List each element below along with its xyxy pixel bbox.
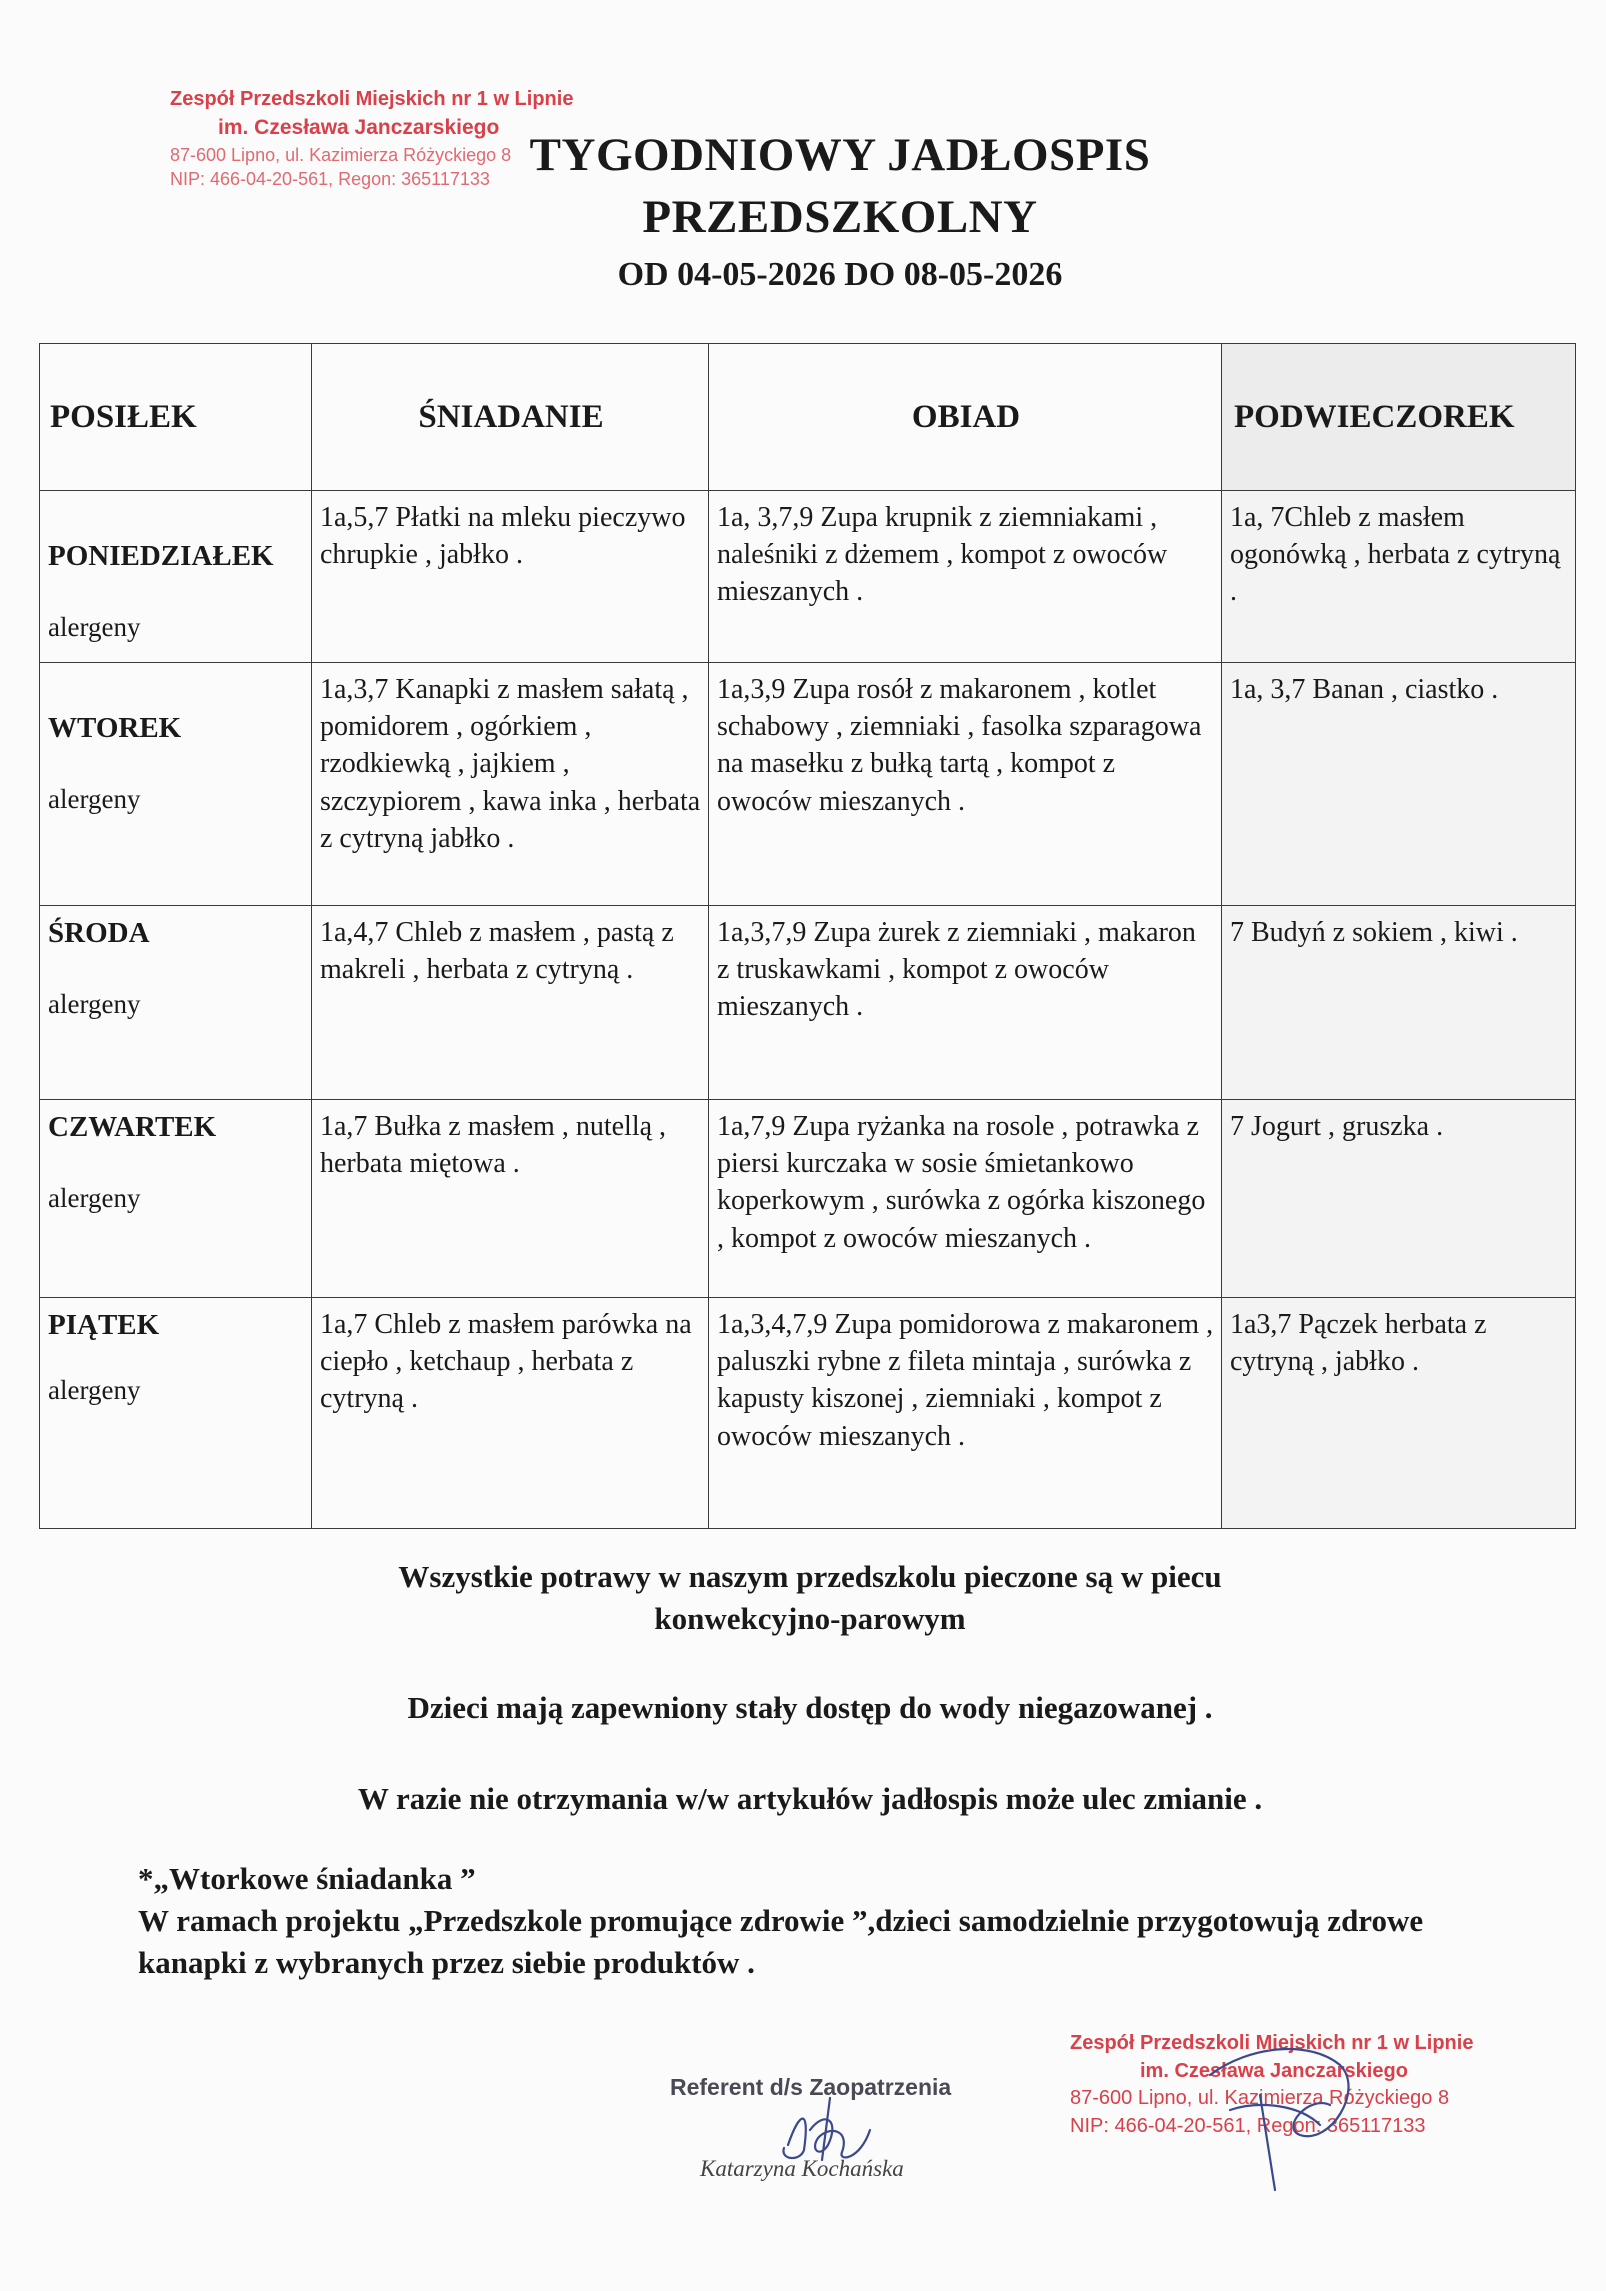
table-header-row [40,344,1576,491]
allergens-label: alergeny [48,1182,141,1213]
column-header-breakfast: ŚNIADANIE [312,344,709,491]
lunch-cell: 1a,7,9 Zupa ryżanka na rosole , potrawka z piersi kurczaka w sosie śmietankowo koperkowym , surówka z ogórka kiszonego , kompot z owoców mieszanych . [709,1100,1222,1298]
day-name: PONIEDZIAŁEK [48,540,274,572]
allergens-label: alergeny [48,783,141,814]
snack-cell: 1a3,7 Pączek herbata z cytryną , jabłko . [1222,1298,1576,1529]
table-row [40,1298,1576,1529]
lunch-cell: 1a, 3,7,9 Zupa krupnik z ziemniakami , naleśniki z dżemem , kompot z owoców mieszanych . [709,491,1222,663]
stamp-line-2: im. Czesława Janczarskiego [1140,2059,1408,2082]
day-cell [40,906,312,1100]
column-header-meal: POSIŁEK [40,344,312,491]
snack-cell: 7 Jogurt , gruszka . [1222,1100,1576,1298]
lunch-cell: 1a,3,9 Zupa rosół z makaronem , kotlet schabowy , ziemniaki , fasolka szparagowa na masełku z bułką tartą , kompot z owoców mieszanych . [709,663,1222,906]
note-water: Dzieci mają zapewniony stały dostęp do wody niegazowanej . [407,1690,1213,1725]
table-row [40,906,1576,1100]
column-header-snack: PODWIECZOREK [1222,344,1576,491]
breakfast-cell: 1a,3,7 Kanapki z masłem sałatą , pomidorem , ogórkiem , rzodkiewką , jajkiem , szczypiorem , kawa inka , herbata z cytryną jabłko . [312,663,709,906]
table-row [40,1100,1576,1298]
allergens-label: alergeny [48,1374,141,1405]
snack-cell: 1a, 7Chleb z masłem ogonówką , herbata z cytryną . [1222,491,1576,663]
director-signature [1190,2035,1380,2195]
day-cell [40,491,312,663]
day-name: WTOREK [48,712,182,744]
note-convection-oven [40,1556,1580,1640]
breakfast-cell: 1a,7 Chleb z masłem parówka na ciepło , ketchaup , herbata z cytryną . [312,1298,709,1529]
menu-table [39,343,1576,1529]
day-cell [40,663,312,906]
stamp-line-3: 87-600 Lipno, ul. Kazimierza Różyckiego 8 [1070,2087,1450,2110]
table-row [40,663,1576,906]
breakfast-cell: 1a,7 Bułka z masłem , nutellą , herbata miętowa . [312,1100,709,1298]
snack-cell: 7 Budyń z sokiem , kiwi . [1222,906,1576,1100]
lunch-cell: 1a,3,7,9 Zupa żurek z ziemniaki , makaron z truskawkami , kompot z owoców mieszanych . [709,906,1222,1100]
project-text: W ramach projektu „Przedszkole promujące zdrowie ”,dzieci samodzielnie przygotowują zdrowe kanapki z wybranych przez siebie produktów . [138,1903,1424,1981]
stamp-line-4: NIP: 466-04-20-561, Regon: 365117133 [170,169,490,190]
signature-name: Katarzyna Kochańska [700,2156,904,2181]
day-cell [40,1100,312,1298]
column-header-lunch: OBIAD [709,344,1222,491]
table-row [40,491,1576,663]
day-cell [40,1298,312,1529]
note-line-2: konwekcyjno-parowym [654,1601,966,1637]
project-note [138,1858,1438,1984]
project-heading: *„Wtorkowe śniadanka ” [138,1861,476,1896]
day-name: CZWARTEK [48,1111,217,1143]
day-name: PIĄTEK [48,1309,160,1341]
page-title: TYGODNIOWY JADŁOSPIS [529,129,1151,181]
day-name: ŚRODA [48,917,150,949]
stamp-line-1: Zespół Przedszkoli Miejskich nr 1 w Lipnie [170,88,574,110]
stamp-line-2: im. Czesława Janczarskiego [218,115,500,139]
note-line-1: Wszystkie potrawy w naszym przedszkolu pieczone są w piecu [398,1559,1222,1594]
snack-cell: 1a, 3,7 Banan , ciastko . [1222,663,1576,906]
allergens-label: alergeny [48,988,141,1019]
breakfast-cell: 1a,5,7 Płatki na mleku pieczywo chrupkie , jabłko . [312,491,709,663]
lunch-cell: 1a,3,4,7,9 Zupa pomidorowa z makaronem , paluszki rybne z fileta mintaja , surówka z kapusty kiszonej , ziemniaki , kompot z owoców mieszanych . [709,1298,1222,1529]
page-title-line-2: PRZEDSZKOLNY [642,191,1038,243]
stamp-line-1: Zespół Przedszkoli Miejskich nr 1 w Lipnie [1070,2032,1474,2054]
referent-stamp: Referent d/s Zaopatrzenia [670,2074,952,2100]
breakfast-cell: 1a,4,7 Chleb z masłem , pastą z makreli , herbata z cytryną . [312,906,709,1100]
date-range: OD 04-05-2026 DO 08-05-2026 [617,256,1063,293]
stamp-line-3: 87-600 Lipno, ul. Kazimierza Różyckiego 8 [170,144,512,165]
note-menu-change: W razie nie otrzymania w/w artykułów jadłospis może ulec zmianie . [357,1781,1263,1816]
stamp-line-4: NIP: 466-04-20-561, Regon: 365117133 [1070,2114,1426,2137]
allergens-label: alergeny [48,611,141,642]
